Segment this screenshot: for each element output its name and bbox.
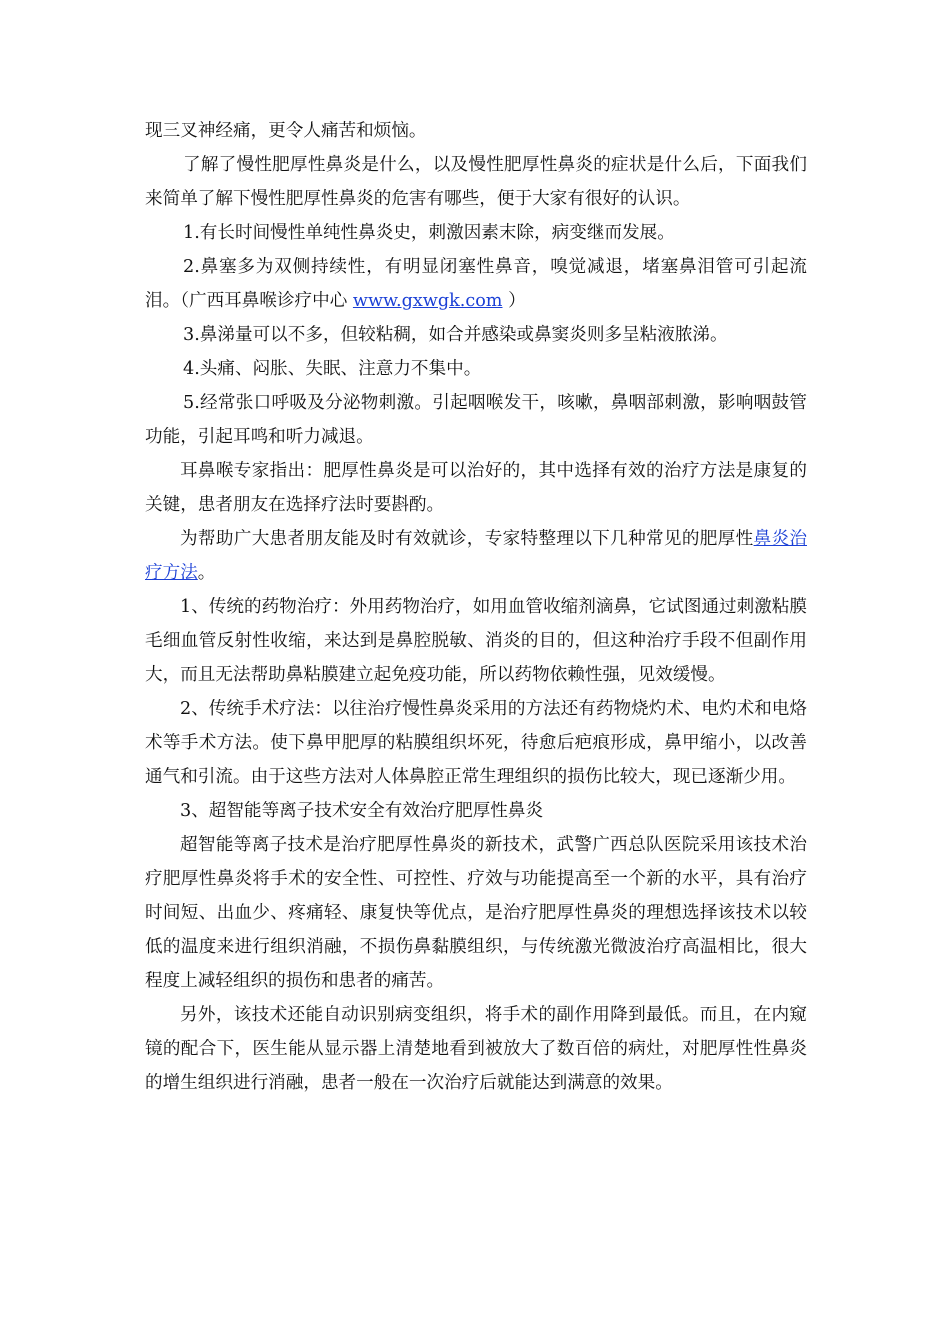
paragraph-intro-continuation: 现三叉神经痛，更令人痛苦和烦恼。 bbox=[145, 121, 427, 141]
paragraph-methods-intro bbox=[145, 522, 807, 590]
list-item-5: 5.经常张口呼吸及分泌物刺激。引起咽喉发干，咳嗽，鼻咽部刺激，影响咽鼓管功能，引起耳鸣和听力减退。 bbox=[145, 393, 807, 447]
list-item-4: 4.头痛、闷胀、失眠、注意力不集中。 bbox=[183, 359, 482, 379]
list-item-2-tail: ） bbox=[502, 291, 526, 311]
methods-intro-tail: 。 bbox=[197, 563, 216, 583]
rhinitis-treatment-link[interactable]: 鼻炎治疗方法 bbox=[145, 529, 807, 583]
paragraph-plasma-details: 超智能等离子技术是治疗肥厚性鼻炎的新技术，武警广西总队医院采用该技术治疗肥厚性鼻炎将手术的安全性、可控性、疗效与功能提高至一个新的水平，具有治疗时间短、出血少、疼痛轻、康复快等优点，是治疗肥厚性鼻炎的理想选择该技术以较低的温度来进行组织消融，不损伤鼻黏膜组织，与传统激光微波治疗高温相比，很大程度上减轻组织的损伤和患者的痛苦。 bbox=[145, 835, 807, 991]
paragraph-plasma-advantages: 另外，该技术还能自动识别病变组织，将手术的副作用降到最低。而且，在内窥镜的配合下，医生能从显示器上清楚地看到被放大了数百倍的病灶，对肥厚性性鼻炎的增生组织进行消融，患者一般在一次治疗后就能达到满意的效果。 bbox=[145, 1005, 807, 1093]
list-item-1: 1.有长时间慢性单纯性鼻炎史，刺激因素末除，病变继而发展。 bbox=[183, 223, 675, 243]
list-item-3: 3.鼻涕量可以不多，但较粘稠，如合并感染或鼻窦炎则多呈粘液脓涕。 bbox=[183, 325, 728, 345]
methods-intro-text: 为帮助广大患者朋友能及时有效就诊，专家特整理以下几种常见的肥厚性 bbox=[180, 529, 754, 549]
list-item-2 bbox=[145, 250, 807, 318]
document-body bbox=[145, 114, 807, 1100]
paragraph-expert-note: 耳鼻喉专家指出：肥厚性鼻炎是可以治好的，其中选择有效的治疗方法是康复的关键，患者朋友在选择疗法时要斟酌。 bbox=[145, 461, 807, 515]
method-drug-therapy: 1、传统的药物治疗：外用药物治疗，如用血管收缩剂滴鼻，它试图通过刺激粘膜毛细血管反射性收缩，来达到是鼻腔脱敏、消炎的目的，但这种治疗手段不但副作用大，而且无法帮助鼻粘膜建立起免疫功能，所以药物依赖性强，见效缓慢。 bbox=[145, 597, 807, 685]
list-item-2-text: 2.鼻塞多为双侧持续性，有明显闭塞性鼻音，嗅觉减退，堵塞鼻泪管可引起流泪。（广西耳鼻喉诊疗中心 bbox=[145, 257, 807, 311]
website-link[interactable]: www.gxwgk.com bbox=[352, 291, 503, 311]
method-plasma-heading: 3、超智能等离子技术安全有效治疗肥厚性鼻炎 bbox=[180, 801, 544, 821]
paragraph-overview: 了解了慢性肥厚性鼻炎是什么，以及慢性肥厚性鼻炎的症状是什么后，下面我们来简单了解下慢性肥厚性鼻炎的危害有哪些，便于大家有很好的认识。 bbox=[145, 155, 807, 209]
method-surgery: 2、传统手术疗法：以往治疗慢性鼻炎采用的方法还有药物烧灼术、电灼术和电烙术等手术方法。使下鼻甲肥厚的粘膜组织坏死，待愈后疤痕形成，鼻甲缩小，以改善通气和引流。由于这些方法对人体鼻腔正常生理组织的损伤比较大，现已逐渐少用。 bbox=[145, 699, 807, 787]
